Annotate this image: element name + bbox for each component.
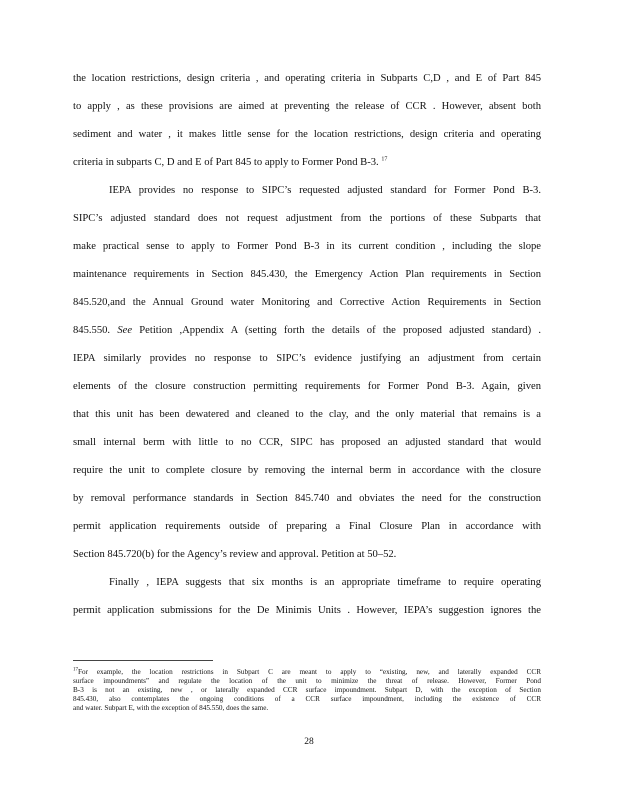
body-line: elements of the closure construction permitting requirements for Former Pond B-3. Again, given (73, 381, 541, 392)
body-line: by removal performance standards in Section 845.740 and obviates the need for the construction (73, 493, 541, 504)
footnote-line: B-3 is not an existing, new , or laterally expanded CCR surface impoundment. Subpart D, with the exception of Section (73, 686, 541, 694)
body-line: to apply , as these provisions are aimed at preventing the release of CCR . However, absent both (73, 101, 541, 112)
body-line: require the unit to complete closure by removing the internal berm in accordance with the closure (73, 465, 541, 476)
body-line: maintenance requirements in Section 845.430, the Emergency Action Plan requirements in Section (73, 269, 541, 280)
footnote-line (73, 668, 541, 677)
body-line: make practical sense to apply to Former Pond B-3 in its current condition , including the slope (73, 241, 541, 252)
body-line: permit application submissions for the De Minimis Units . However, IEPA’s suggestion ignores the (73, 605, 541, 616)
footnote-number: 17 (73, 667, 78, 673)
body-line (73, 324, 541, 338)
body-line-text: 845.550. (73, 325, 111, 336)
footnote-line: 845.430, also contemplates the ongoing conditions of a CCR surface impoundment, including the existence of CCR (73, 695, 541, 703)
body-line: IEPA similarly provides no response to SIPC’s evidence justifying an adjustment from certain (73, 353, 541, 364)
footnote-separator (73, 660, 213, 661)
body-line: sediment and water , it makes little sense for the location restrictions, design criteria and operating (73, 129, 541, 140)
body-line: permit application requirements outside of preparing a Final Closure Plan in accordance with (73, 521, 541, 532)
body-line: SIPC’s adjusted standard does not request adjustment from the portions of these Subparts that (73, 213, 541, 224)
footnote-line-text: For example, the location restrictions in Subpart C are meant to apply to “existing, new, and laterally expanded CCR (78, 668, 541, 676)
body-line: IEPA provides no response to SIPC’s requested adjusted standard for Former Pond B-3. (109, 185, 541, 196)
footnote-line: surface impoundments” and regulate the location of the unit to minimize the threat of release. However, Former Pond (73, 677, 541, 685)
see-signal: See (117, 325, 133, 336)
body-line: that this unit has been dewatered and cleaned to the clay, and the only material that remains is a (73, 409, 541, 420)
body-line: small internal berm with little to no CCR, SIPC has proposed an adjusted standard that would (73, 437, 541, 448)
footnote-line: and water. Subpart E, with the exception of 845.550, does the same. (73, 704, 269, 712)
page-number: 28 (304, 737, 314, 747)
body-line (73, 156, 541, 170)
body-line: the location restrictions, design criteria , and operating criteria in Subparts C,D , and E of Part 845 (73, 73, 541, 84)
body-line-text: Petition ,Appendix A (setting forth the details of the proposed adjusted standard) . (139, 325, 541, 336)
body-line: Section 845.720(b) for the Agency’s review and approval. Petition at 50–52. (73, 549, 397, 560)
body-line-text: criteria in subparts C, D and E of Part 845 to apply to Former Pond B-3. (73, 157, 379, 168)
footnote-reference: 17 (381, 156, 388, 163)
body-line: Finally , IEPA suggests that six months is an appropriate timeframe to require operating (109, 577, 541, 588)
body-line: 845.520,and the Annual Ground water Monitoring and Corrective Action Requirements in Section (73, 297, 541, 308)
